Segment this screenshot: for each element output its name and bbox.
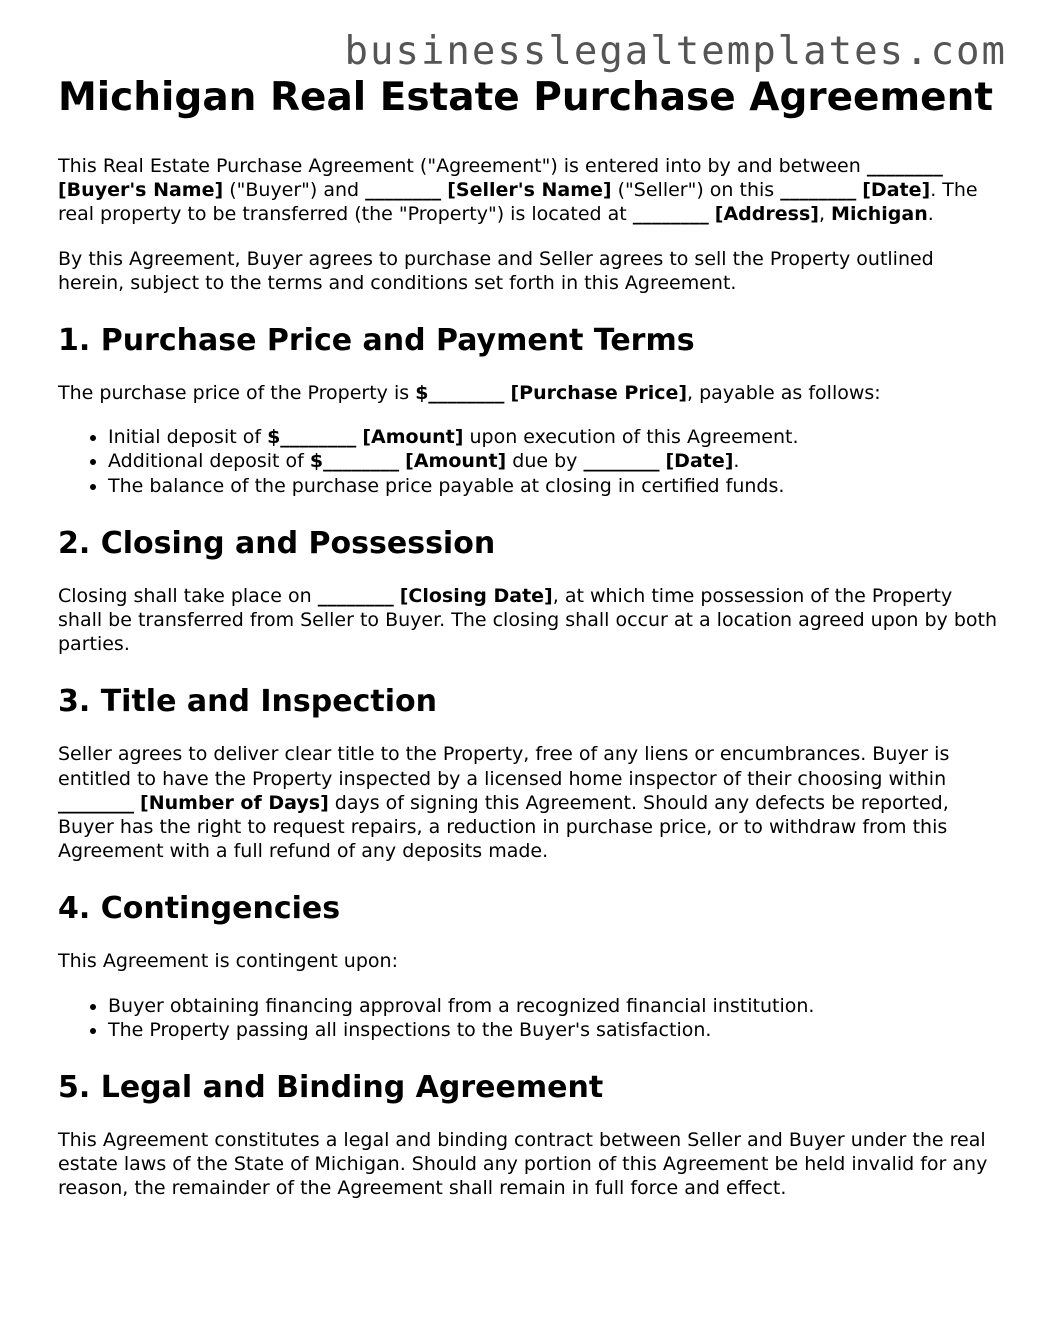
closing-date-blank: ________ [317, 584, 394, 607]
state-name: Michigan [831, 203, 928, 226]
price-text-1: The purchase price of the Property is [58, 382, 416, 405]
days-blank: ________ [58, 791, 134, 814]
list-item [108, 449, 998, 473]
section-1-heading: 1. Purchase Price and Payment Terms [58, 323, 695, 359]
watermark: businesslegaltemplates.com [344, 29, 1007, 74]
purchase-price-field: [Purchase Price] [510, 382, 688, 405]
closing-text-2: , at which time possession of the Property shall be transferred from Seller to Buyer. The closing shall occur at a location agreed upon by both parties. [58, 584, 998, 656]
date-blank: ________ [780, 179, 857, 202]
deposit-2-text-2: due by [506, 450, 584, 473]
closing-date-field: [Closing Date] [399, 584, 553, 607]
section-3-heading: 3. Title and Inspection [58, 684, 437, 720]
deposit-2-period: . [733, 450, 740, 473]
purchase-price-paragraph [58, 381, 998, 405]
contingencies-list [58, 994, 998, 1042]
title-inspection-paragraph [58, 742, 998, 863]
section-2-heading: 2. Closing and Possession [58, 525, 496, 561]
legal-binding-paragraph: This Agreement constitutes a legal and binding contract between Seller and Buyer under the real estate laws of the State of Michigan. Should any portion of this Agreement be held invalid for any reason, the remainder of the Agreement shall remain in full force and effect. [58, 1129, 988, 1200]
intro-paragraph-2: By this Agreement, Buyer agrees to purchase and Seller agrees to sell the Property outlined herein, subject to the terms and conditions set forth in this Agreement. [58, 247, 934, 294]
intro-text-2: ("Buyer") and [223, 179, 366, 202]
deposit-2-date-field: [Date] [665, 450, 734, 473]
seller-blank: ________ [365, 179, 442, 202]
address-blank: ________ [632, 203, 709, 226]
intro-text-4: . The real property to be transferred (the "Property") is located at [58, 179, 978, 226]
deposit-2-amount-field: [Amount] [405, 450, 507, 473]
list-item: • The balance of the purchase price payable at closing in certified funds. [108, 474, 998, 498]
section-4-heading: 4. Contingencies [58, 891, 341, 927]
inspection-text-1: Seller agrees to deliver clear title to the Property, free of any liens or encumbrances. Buyer is entitled to have the Property inspected by a licensed home inspector of their choosing within [58, 743, 950, 790]
list-item [108, 425, 998, 449]
buyer-name-field: [Buyer's Name] [58, 179, 224, 202]
list-item: • The Property passing all inspections to the Buyer's satisfaction. [108, 1018, 998, 1042]
intro-text-1: This Real Estate Purchase Agreement ("Agreement") is entered into by and between [58, 155, 861, 177]
price-text-2: , payable as follows: [687, 382, 881, 405]
buyer-blank: ________ [866, 155, 943, 177]
closing-text-1: Closing shall take place on [58, 584, 318, 607]
contingencies-intro: This Agreement is contingent upon: [58, 950, 398, 973]
deposit-1-blank: $________ [267, 426, 357, 449]
days-field: [Number of Days] [140, 791, 329, 814]
inspection-text-2: days of signing this Agreement. Should any defects be reported, Buyer has the right to request repairs, a reduction in purchase price, or to withdraw from this Agreement with a full refund of any deposits made. [58, 791, 949, 863]
address-field: [Address] [714, 203, 819, 226]
deposit-2-blank: $________ [309, 450, 400, 473]
deposit-1-text-2: upon execution of this Agreement. [463, 426, 799, 449]
section-5-heading: 5. Legal and Binding Agreement [58, 1070, 604, 1106]
deposit-1-amount-field: [Amount] [362, 426, 464, 449]
intro-text-3: ("Seller") on this [611, 179, 781, 202]
seller-name-field: [Seller's Name] [447, 179, 612, 202]
intro-period: . [927, 203, 934, 226]
price-blank: $________ [415, 382, 505, 405]
intro-comma: , [818, 203, 832, 226]
closing-paragraph [58, 584, 998, 657]
list-item: • Buyer obtaining financing approval from a recognized financial institution. [108, 994, 998, 1018]
payment-terms-list [58, 425, 998, 498]
document-body [58, 74, 998, 1221]
intro-paragraph [58, 154, 998, 227]
page-title: Michigan Real Estate Purchase Agreement [58, 75, 993, 120]
deposit-1-text: Initial deposit of [108, 426, 268, 449]
deposit-2-text: Additional deposit of [108, 450, 310, 473]
deposit-2-date-blank: ________ [583, 450, 660, 473]
date-field: [Date] [862, 179, 931, 202]
